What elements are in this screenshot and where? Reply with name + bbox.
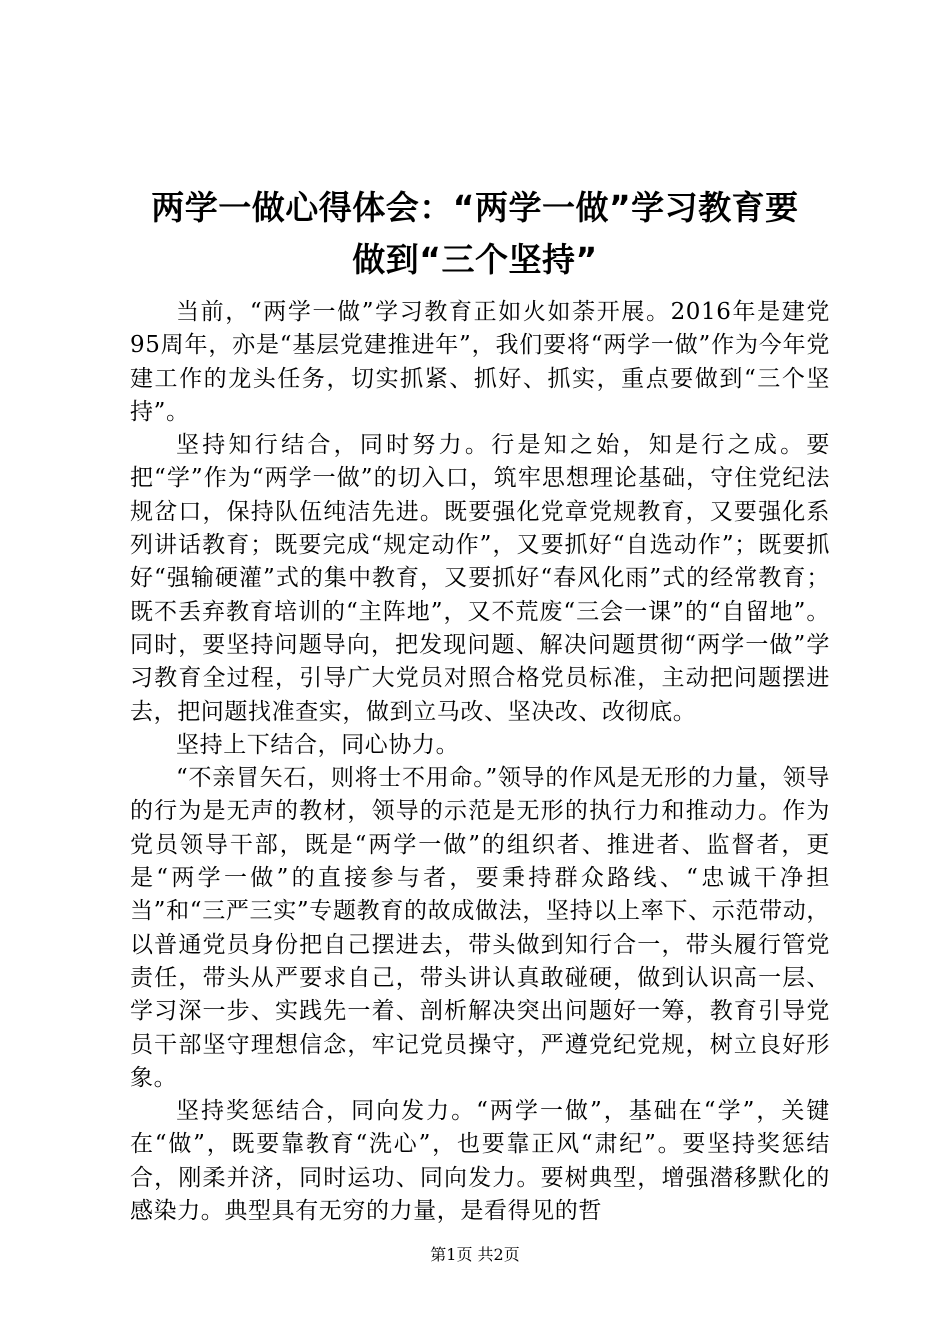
paragraph-top-down-heading: 坚持上下结合，同心协力。 bbox=[176, 731, 460, 758]
paragraph-rewards-penalties: 坚持奖惩结合，同向发力。“两学一做”，基础在“学”，关键在“做”，既要靠教育“洗心”，也要靠正风“肃纪”。要坚持奖惩结合，刚柔并济，同时运功、同向发力。要树典型，增强潜移默化的感染力。典型具有无穷的力量，是看得见的哲 bbox=[130, 1098, 830, 1225]
title-line-2: 做到“三个坚持” bbox=[352, 240, 598, 279]
page-number-footer: 第1页 共2页 bbox=[430, 1245, 520, 1264]
paragraph-intro: 当前，“两学一做”学习教育正如火如荼开展。2016年是建党95周年，亦是“基层党建推进年”，我们要将“两学一做”作为今年党建工作的龙头任务，切实抓紧、抓好、抓实，重点要做到“三个坚持”。 bbox=[130, 299, 830, 425]
title-line-1: 两学一做心得体会：“两学一做”学习教育要 bbox=[151, 188, 799, 227]
paragraph-leadership: “不亲冒矢石，则将士不用命。”领导的作风是无形的力量，领导的行为是无声的教材，领导的示范是无形的执行力和推动力。作为党员领导干部，既是“两学一做”的组织者、推进者、监督者，更是“两学一做”的直接参与者，要秉持群众路线、“忠诚干净担当”和“三严三实”专题教育的故成做法，坚持以上率下、示范带动，以普通党员身份把自己摆进去，带头做到知行合一，带头履行管党责任，带头从严要求自己，带头讲认真敢碰硬，做到认识高一层、学习深一步、实践先一着、剖析解决突出问题好一筹，教育引导党员干部坚守理想信念，牢记党员操守，严遵党纪党规，树立良好形象。 bbox=[130, 765, 830, 1091]
document-body bbox=[130, 296, 830, 1228]
document-title bbox=[118, 182, 832, 286]
paragraph-knowledge-action: 坚持知行结合，同时努力。行是知之始，知是行之成。要把“学”作为“两学一做”的切入口，筑牢思想理论基础，守住党纪法规岔口，保持队伍纯洁先进。既要强化党章党规教育，又要强化系列讲话教育；既要完成“规定动作”，又要抓好“自选动作”；既要抓好“强输硬灌”式的集中教育，又要抓好“春风化雨”式的经常教育；既不丢弃教育培训的“主阵地”，又不荒废“三会一课”的“自留地”。同时，要坚持问题导向，把发现问题、解决问题贯彻“两学一做”学习教育全过程，引导广大党员对照合格党员标准，主动把问题摆进去，把问题找准查实，做到立马改、坚决改、改彻底。 bbox=[130, 432, 830, 725]
